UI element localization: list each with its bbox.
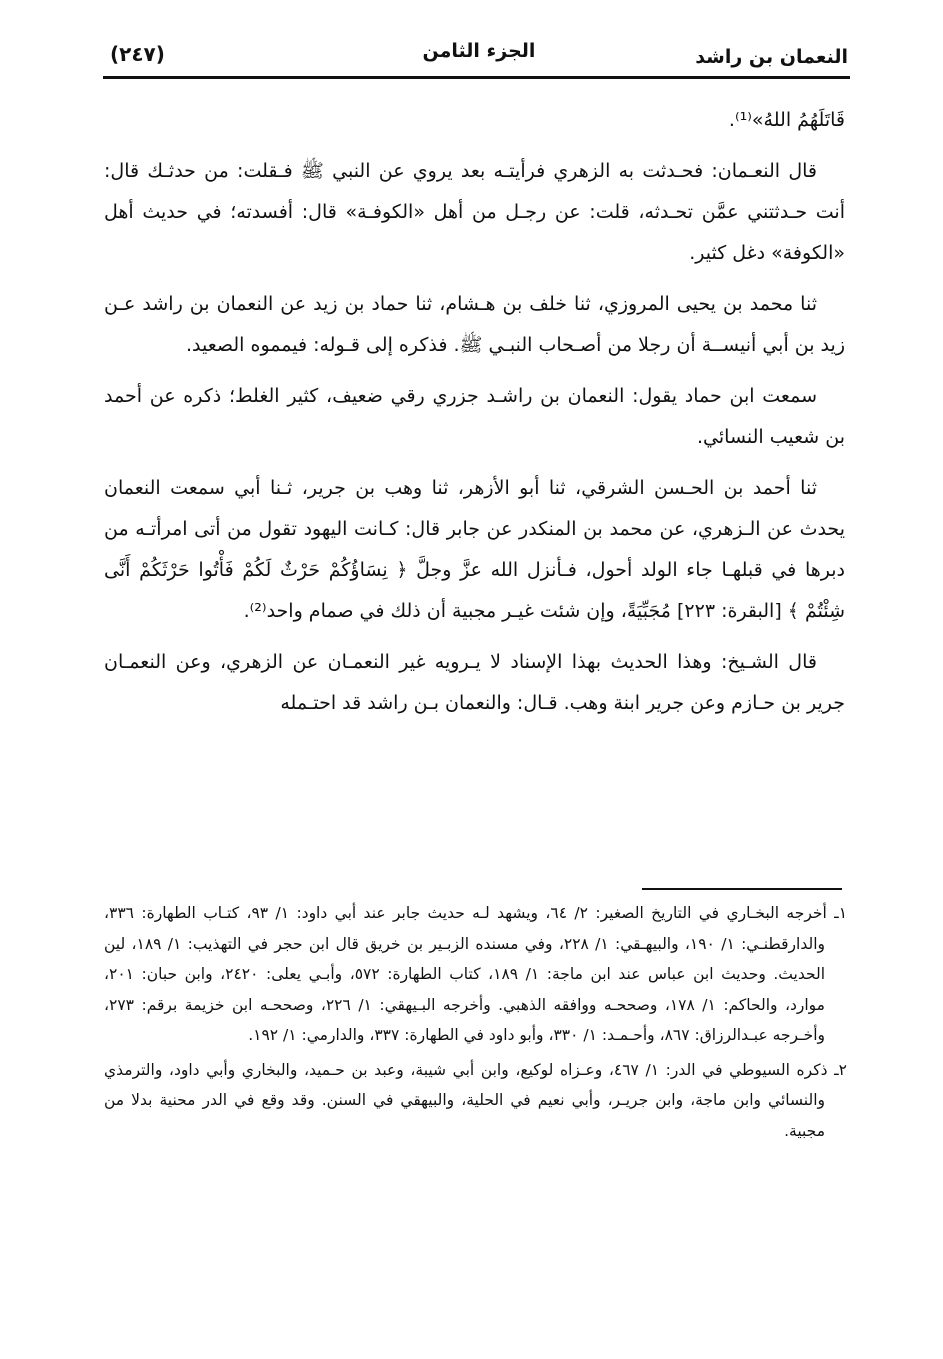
paragraph-isnad-2: ثنا أحمد بن الحـسن الشرقي، ثنا أبو الأزهر، ثنا وهب بن جرير، ثـنا أبي سمعت النعمان يحدث عن الـزهري، عن محمد بن المنكدر عن جابر قال: كـانت اليهود تقول من أتى امرأتـه من دبرها في قبلهـا جاء الولد أحول، فـأنزل الله عزَّ وجلَّ ﴿ نِسَاؤُكُمْ حَرْثٌ لَكُمْ فَأْتُوا حَرْثَكُمْ أَنَّى شِئْتُمْ ﴾ [البقرة: ٢٢٣] مُجَبِّيَةً، وإن شئت غيـر مجبية أن ذلك في صمام واحد⁽²⁾. — [104, 477, 845, 622]
footnote-2: ٢ـ ذكره السيوطي في الدر: ١/ ٤٦٧، وعـزاه لوكيع، وابن أبي شيبة، وعبد بن حـميد، والبخاري وأبي داود، والترمذي والنسائي وابن ماجة، وابن جريـر، وأبي نعيم في الحلية، والبيهقي في السنن. وقد وقع في الدر محنية بدلا من مجبية. — [104, 1060, 847, 1140]
paragraph-quote-end: قَاتَلَهُمُ اللهُ»⁽¹⁾. — [728, 109, 845, 131]
page-number: (٢٤٧) — [110, 42, 165, 66]
part-title: الجزء الثامن — [422, 40, 536, 62]
paragraph-isnad-1: ثنا محمد بن يحيى المروزي، ثنا خلف بن هـشام، ثنا حماد بن زيد عن النعمان بن راشد عـن زيد بن أبي أنيســة أن رجلا من أصـحاب النبـي ﷺ. فذكره إلى قـوله: فيمموه الصعيد. — [104, 293, 845, 356]
paragraph-ibn-hammad: سمعت ابن حماد يقول: النعمان بن راشـد جزري رقي ضعيف، كثير الغلط؛ ذكره عن أحمد بن شعيب النسائي. — [104, 385, 845, 448]
running-title: النعمان بن راشد — [695, 46, 848, 68]
paragraph-nuaman-story: قال النعـمان: فحـدثت به الزهري فرأيتـه بعد يروي عن النبي ﷺ فـقلت: من حدثـك قال: أنت حـدثتني عمَّن تحـدثه، قلت: عن رجـل من أهل «الكوفـة» قال: أفسدته؛ في حديث أهل «الكوفة» دغل كثير. — [104, 160, 845, 264]
footnote-1: ١ـ أخرجه البخـاري في التاريخ الصغير: ٢/ ٦٤، ويشهد لـه حديث جابر عند أبي داود: ١/ ٩٣، كتـاب الطهارة: ٣٣٦، والدارقطنـي: ١/ ١٩٠، والبيهـقي: ١/ ٢٢٨، وفي مسنده الزبـير بن خريق قال ابن حجر في التهذيب: ١/ ١٨٩، لين الحديث. وحديث ابن عباس عند ابن ماجة: ١/ ١٨٩، كتاب الطهارة: ٥٧٢، وأبـي يعلى: ٢٤٢٠، وابن حبان: ٢٠١، موارد، والحاكم: ١/ ١٧٨، وصححـه ووافقه الذهبي. وأخرجه البـيهقي: ١/ ٢٢٦، وصححـه ابن خزيمة برقم: ٢٧٣، وأخـرجه عبـدالرزاق: ٨٦٧، وأحـمـد: ١/ ٣٣٠، وأبو داود في الطهارة: ٣٣٧، والدارمي: ١/ ١٩٢. — [104, 904, 848, 1044]
paragraph-shaykh-comment: قال الشـيخ: وهذا الحديث بهذا الإسناد لا يـرويه غير النعمـان عن الزهري، وعن النعمـان جرير بن حـازم وعن جرير ابنة وهب. قـال: والنعمان بـن راشد قد احتـمله — [104, 651, 845, 714]
page-header — [110, 38, 848, 78]
footnotes — [104, 898, 847, 1150]
main-text — [104, 100, 845, 734]
footnote-divider — [642, 888, 842, 890]
header-divider — [103, 76, 850, 79]
